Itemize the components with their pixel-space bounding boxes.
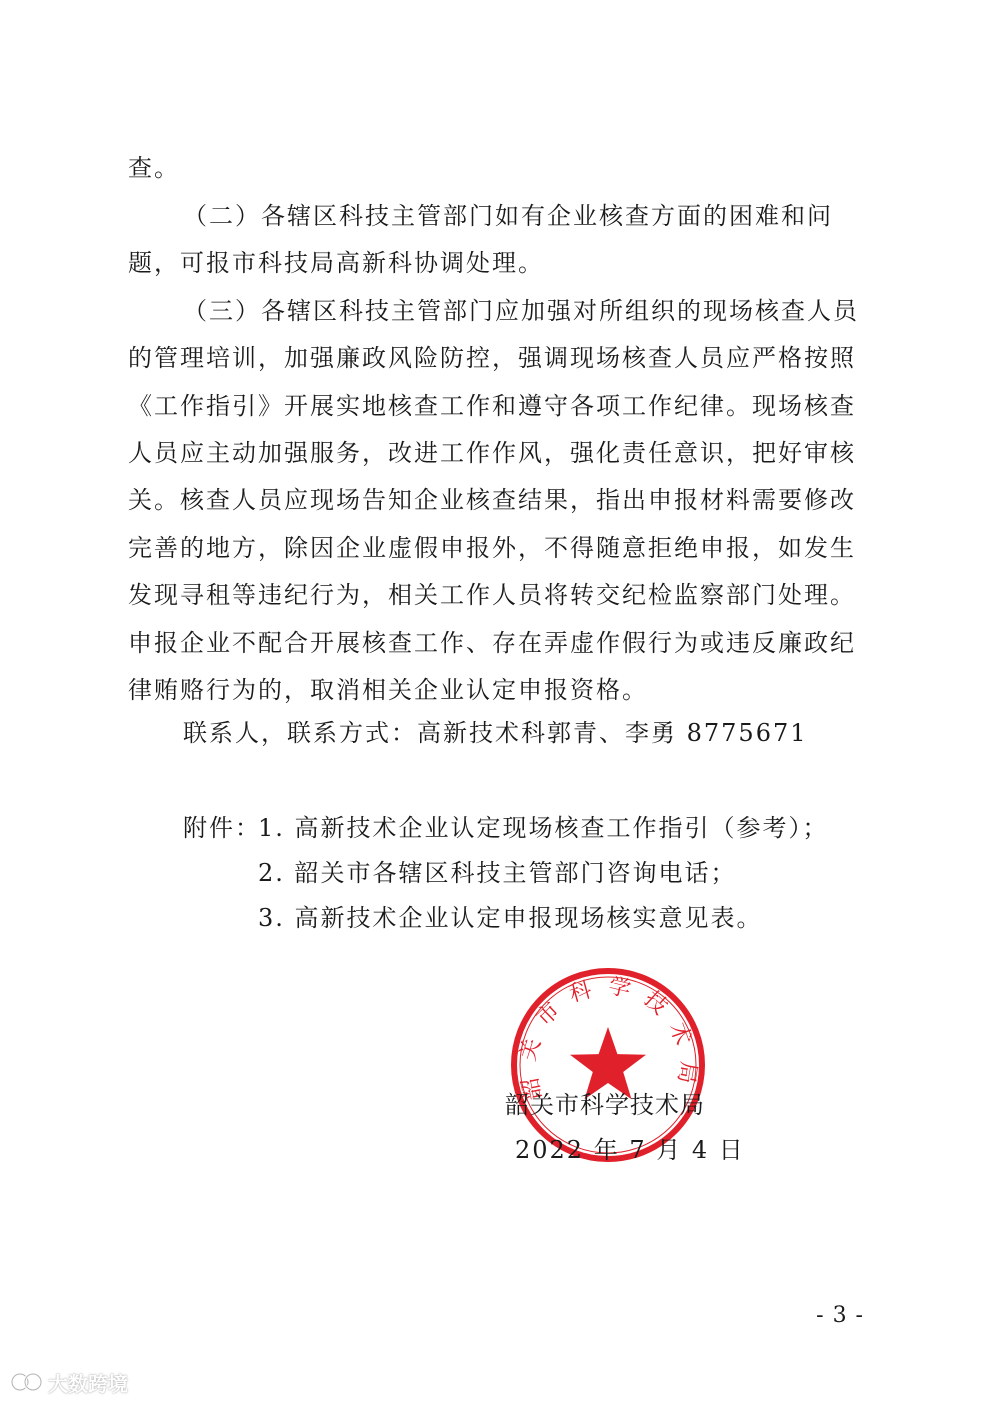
page-number: - 3 - — [816, 1303, 864, 1328]
body-line: （三）各辖区科技主管部门应加强对所组织的现场核查人员 — [183, 297, 859, 325]
body-line: 查。 — [128, 154, 180, 182]
watermark-text: 大数跨境 — [48, 1371, 128, 1396]
body-line: 申报企业不配合开展核查工作、存在弄虚作假行为或违反廉政纪 — [128, 629, 856, 657]
watermark — [10, 1368, 128, 1396]
body-line: 《工作指引》开展实地核查工作和遵守各项工作纪律。现场核查 — [128, 392, 856, 420]
body-line: 律贿赂行为的，取消相关企业认定申报资格。 — [128, 676, 648, 704]
body-line: 的管理培训，加强廉政风险防控，强调现场核查人员应严格按照 — [128, 344, 856, 372]
watermark-logo-icon — [10, 1370, 44, 1394]
attachment-item: 1. 高新技术企业认定现场核查工作指引（参考）； — [258, 814, 829, 842]
seal-ring-text: 韶关市科学技术局 — [515, 973, 701, 1103]
body-line: 完善的地方，除因企业虚假申报外，不得随意拒绝申报，如发生 — [128, 534, 856, 562]
attachment-item: 2. 韶关市各辖区科技主管部门咨询电话； — [258, 859, 737, 887]
body-line: 人员应主动加强服务，改进工作作风，强化责任意识，把好审核 — [128, 439, 856, 467]
seal-star-icon — [570, 1027, 646, 1099]
attachments-label: 附件： — [183, 814, 261, 842]
signature-date: 2022 年 7 月 4 日 — [515, 1136, 745, 1164]
body-line: （二）各辖区科技主管部门如有企业核查方面的困难和问 — [183, 202, 833, 230]
signature-organization: 韶关市科学技术局 — [505, 1091, 705, 1119]
body-line: 发现寻租等违纪行为，相关工作人员将转交纪检监察部门处理。 — [128, 581, 856, 609]
body-line: 关。核查人员应现场告知企业核查结果，指出申报材料需要修改 — [128, 486, 856, 514]
body-line: 题，可报市科技局高新科协调处理。 — [128, 249, 544, 277]
contact-line: 联系人，联系方式：高新技术科郭青、李勇 8775671 — [183, 719, 808, 747]
attachment-item: 3. 高新技术企业认定申报现场核实意见表。 — [258, 904, 763, 932]
